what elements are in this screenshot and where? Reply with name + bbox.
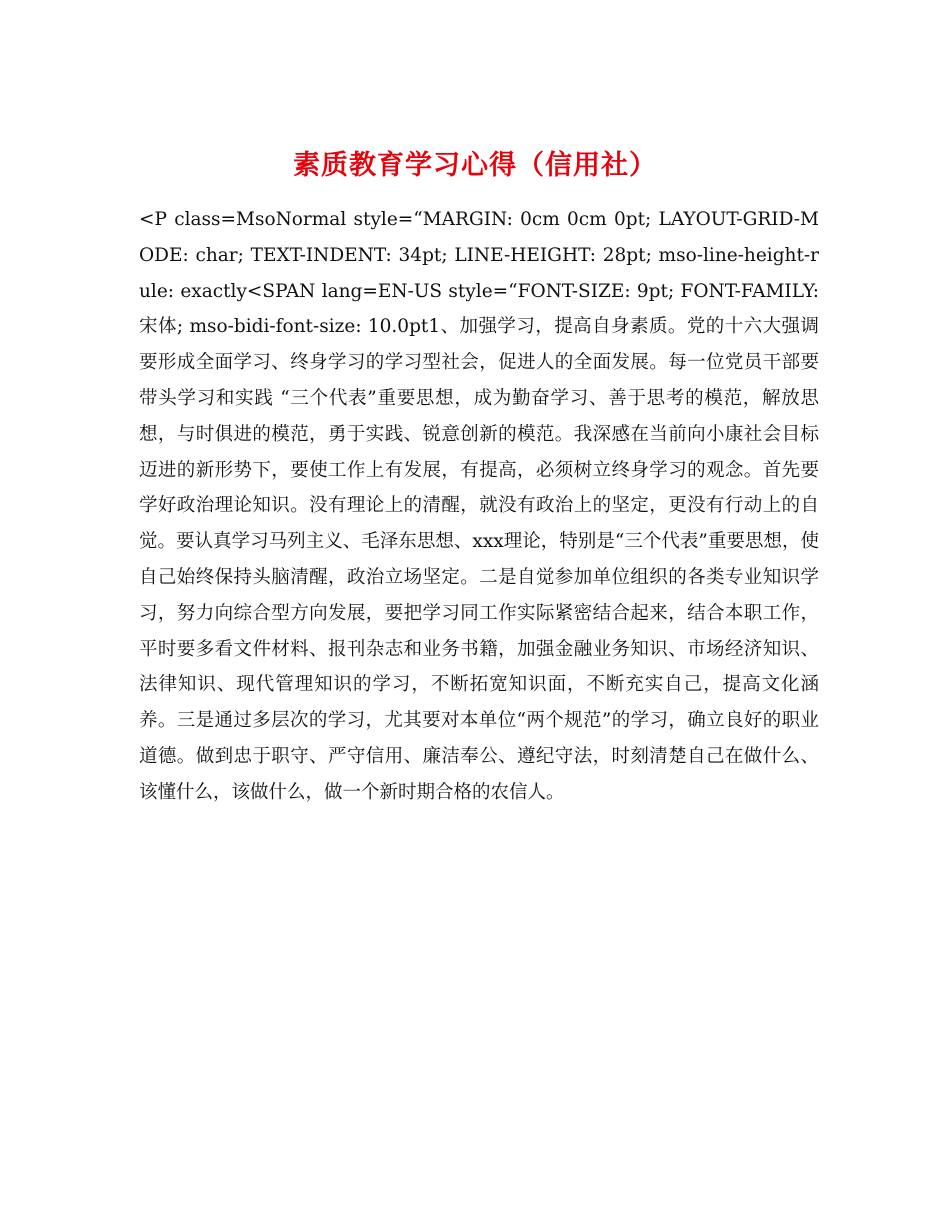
document-body: <P class=MsoNormal style=“MARGIN: 0cm 0cm 0pt; LAYOUT-GRID-MODE: char; TEXT-INDENT: 34pt; LINE-HEIGHT: 28pt; mso-line-height-rule: exactly<SPAN lang=EN-US style=“FONT-SIZE: 9pt; FONT-FAMILY: 宋体; mso-bidi-font-size: 10.0pt1、加强学习，提高自身素质。党的十六大强调要形成全面学习、终身学习的学习型社会，促进人的全面发展。每一位党员干部要带头学习和实践 “三个代表”重要思想，成为勤奋学习、善于思考的模范，解放思想，与时俱进的模范，勇于实践、锐意创新的模范。我深感在当前向小康社会目标迈进的新形势下，要使工作上有发展，有提高，必须树立终身学习的观念。首先要学好政治理论知识。没有理论上的清醒，就没有政治上的坚定，更没有行动上的自觉。要认真学习马列主义、毛泽东思想、xxx理论，特别是“三个代表”重要思想，使自己始终保持头脑清醒，政治立场坚定。二是自觉参加单位组织的各类专业知识学习，努力向综合型方向发展，要把学习同工作实际紧密结合起来，结合本职工作，平时要多看文件材料、报刊杂志和业务书籍，加强金融业务知识、市场经济知识、法律知识、现代管理知识的学习，不断拓宽知识面，不断充实自己，提高文化涵养。三是通过多层次的学习，尤其要对本单位“两个规范”的学习，确立良好的职业道德。做到忠于职守、严守信用、廉洁奉公、遵纪守法，时刻清楚自己在做什么、该懂什么，该做什么，做一个新时期合格的农信人。 <box>139 209 819 803</box>
document-title: 素质教育学习心得（信用社） <box>293 150 657 182</box>
